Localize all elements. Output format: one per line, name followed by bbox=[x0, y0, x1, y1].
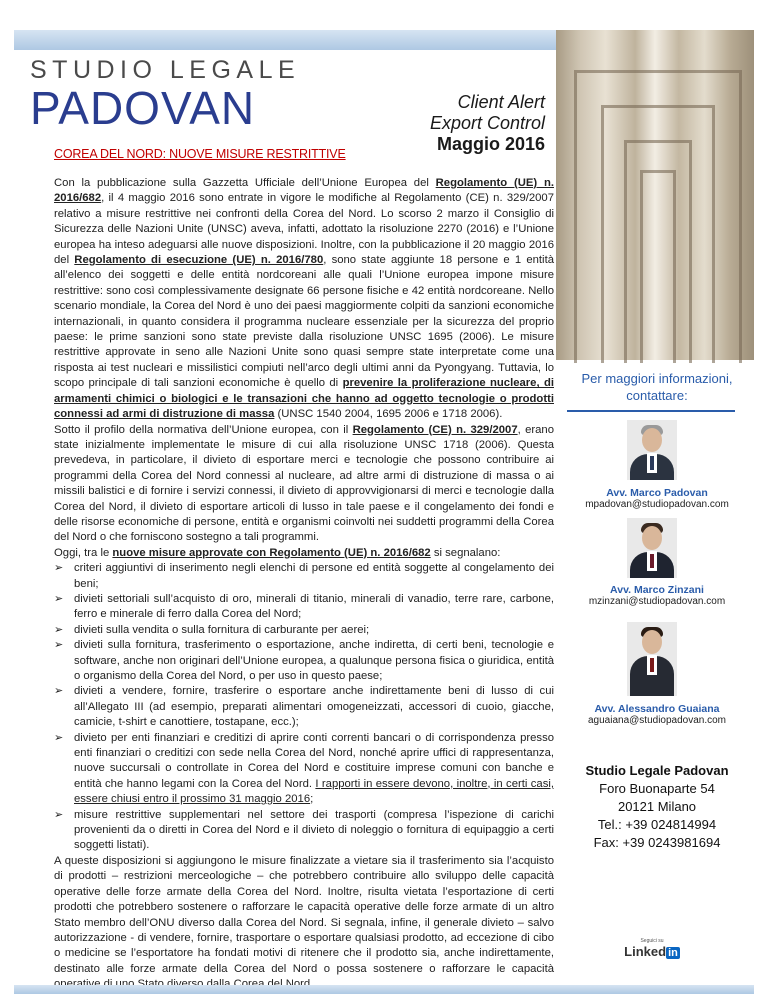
article-body bbox=[54, 176, 554, 993]
emphasis-proliferation: prevenire la proliferazione nucleare, di armamenti chimici o biologici e le transazioni che hanno ad oggetto tecnologie o prodotti connessi ad armi di distruzione di massa bbox=[54, 377, 554, 421]
address-street: Foro Buonaparte 54 bbox=[599, 781, 715, 796]
contact-email[interactable]: mpadovan@studiopadovan.com bbox=[585, 499, 729, 510]
regulation-link-329-2007[interactable]: Regolamento (CE) n. 329/2007 bbox=[352, 423, 518, 436]
alert-line-3: Maggio 2016 bbox=[436, 134, 545, 154]
list-item: ➢ divieti a vendere, fornire, trasferire o esportare anche indirettamente beni di lusso di cui all’Allegato III (ad esempio, preparati alimentari omogeneizzati, accessori di cuoio, giacche, camicie, t-shirt e canottiere, tostapane, ecc.); bbox=[54, 685, 554, 729]
studio-address-block bbox=[560, 762, 754, 852]
studio-logo bbox=[30, 56, 301, 134]
contact-name: Avv. Alessandro Guaiana bbox=[594, 703, 720, 715]
paragraph-4: A queste disposizioni si aggiungono le misure finalizzate a vietare sia il trasferimento sia l’acquisto di prodotti – restrizioni merceologiche – che potrebbero contribuire allo sviluppo delle capacità operative delle forze armate della Corea del Nord. Inoltre, risulta vietata l’esportazione di certi prodotti che potrebbero sostenere o rafforzare le capacità operative delle forze armate di un altro Stato membro dell’ONU diverso dalla Corea del Nord. Si segnala, infine, il generale divieto – salvo autorizzazione - di vendere, fornire, trasportare o esportare qualsiasi prodotto, ad eccezione di cibo o medicine se l’esportatore ha fondati motivi di ritenere che il prodotto sia, anche indirettamente, destinato alle forze armate della Corea del Nord o possa sostenere o rafforzare le capacità bbox=[54, 854, 554, 975]
contact-email[interactable]: mzinzani@studiopadovan.com bbox=[588, 596, 726, 607]
list-item: ➢ divieti sulla vendita o sulla fornitura di carburante per aerei; bbox=[54, 623, 554, 638]
address-city: 20121 Milano bbox=[617, 799, 697, 814]
avatar-marco-padovan bbox=[627, 420, 677, 480]
deadline-note: I rapporti in essere devono, inoltre, in certi casi, essere chiusi entro il prossimo 31 maggio 2016 bbox=[74, 777, 554, 806]
arrow-bullet-icon: ➢ bbox=[54, 592, 64, 605]
paragraph-1: Con la pubblicazione sulla Gazzetta Ufficiale dell’Unione Europea del Regolamento (UE) n. 2016/682, il 4 maggio 2016 sono entrate in vigore le modifiche al Regolamento (CE) n. 329/2007 relativo a misure restrittive nei confronti della Corea del Nord. Lo scorso 2 marzo il Consiglio di Sicurezza delle Nazioni Unite (UNSC) aveva, infatti, adottato la risoluzione 2270 (2016) e l’Unione europea ha inteso adeguarsi alle nuove disposizioni. Inoltre, con la pubblicazione il 20 maggio 2016 del Regolamento di esecuzione (UE) n. 2016/780, sono state aggiunte 18 persone e 1 entità all’elenco dei soggetti e delle entità nordcoreani alle quali l’Unione europea impone misure restrittive: sono così complessivamente designate 66 persone fisiche e 42 entità nordcoreane. Nello scenario mondiale, la Corea del Nord è uno dei paesi maggiormente colpiti da sanzioni economiche internazionali, in quanto considera il programma nucleare essenziale per la sicurezza del proprio paese: le prime sanzioni sono state previste dalla risoluzione UNSC 1695 (2006). Le misure restrittive approvate in seno alle Nazioni Unite sono quasi sempre state interpretate come una risposta ai test nucleari e missilistici compiuti nell’arco degli ultimi anni da Pyongyang. Tuttavia, lo scopo principale di tali sanzioni economiche è quello di prevenire la proliferazione nucleare, di armamenti chimici o biologici e le transazioni che hanno ad oggetto tecnologie o prodotti connessi ad armi di distruzione di massa (UNSC 1540 2004, 1695 2006 e 1718 2006). bbox=[54, 177, 554, 421]
logo-top-text: STUDIO LEGALE bbox=[30, 56, 301, 84]
list-item: ➢ divieti settoriali sull’acquisto di oro, minerali di titanio, minerali di vanadio, terre rare, carbone, ferro e minerale di ferro dalla Corea del Nord; bbox=[54, 592, 554, 621]
list-item: ➢ criteri aggiuntivi di inserimento negli elenchi di persone ed entità soggette al congelamento dei beni; bbox=[54, 562, 554, 590]
arrow-bullet-icon: ➢ bbox=[54, 731, 64, 744]
footer-bar bbox=[14, 985, 754, 994]
contact-divider bbox=[567, 410, 735, 412]
avatar-alessandro-guaiana bbox=[627, 622, 677, 696]
emphasis-new-measures: nuove misure approvate con Regolamento (UE) n. 2016/682 bbox=[112, 546, 431, 559]
alert-line-2: Export Control bbox=[429, 113, 545, 133]
arrow-bullet-icon: ➢ bbox=[54, 639, 64, 652]
list-item: ➢ misure restrittive supplementari nel settore dei trasporti (compresa l’ispezione di carichi provenienti da o diretti in Corea del Nord e il divieto di noleggio o fornitura di equipaggio a certi soggetti listati). bbox=[54, 808, 554, 852]
fax-number: Fax: +39 0243981694 bbox=[593, 835, 721, 850]
paragraph-3: Oggi, tra le nuove misure approvate con Regolamento (UE) n. 2016/682 si segnalano: bbox=[54, 546, 501, 559]
article-title: COREA DEL NORD: NUOVE MISURE RESTRITTIVE bbox=[54, 147, 346, 161]
contact-card bbox=[560, 703, 754, 726]
alert-line-1: Client Alert bbox=[457, 92, 545, 112]
studio-name: Studio Legale Padovan bbox=[585, 763, 729, 778]
arrow-bullet-icon: ➢ bbox=[54, 562, 64, 575]
phone-number: Tel.: +39 024814994 bbox=[597, 817, 717, 832]
contact-name: Avv. Marco Padovan bbox=[606, 487, 708, 499]
contact-email[interactable]: aguaiana@studiopadovan.com bbox=[587, 715, 727, 726]
contact-name: Avv. Marco Zinzani bbox=[610, 584, 704, 596]
linkedin-follow-button[interactable]: Seguici su Linked in bbox=[622, 938, 682, 959]
arrow-bullet-icon: ➢ bbox=[54, 685, 64, 698]
logo-main-text: PADOVAN bbox=[30, 82, 256, 134]
measures-list bbox=[54, 561, 554, 854]
corridor-painting-image bbox=[556, 30, 754, 360]
avatar-marco-zinzani bbox=[627, 518, 677, 578]
paragraph-2: Sotto il profilo della normativa dell’Unione europea, con il Regolamento (CE) n. 329/2007, erano state inizialmente implementate le misure di cui alla risoluzione UNSC 1718 (2006). Questa prevedeva, in particolare, il divieto di esportare merci e tecnologie che possono contribuire ai programmi della Corea del Nord connessi al nucleare, ad altre armi di distruzione di massa o ai missili balistici e di fornire i servizi connessi, il divieto di approvvigionarsi di merci e tecnologie dalla Corea del Nord, il divieto di esportare articoli di lusso in tale paese e il congelamento dei fondi e delle risorse economiche di persone, entità e organismi coinvolti nei suddetti programmi della Corea del Nord o che forniscono sostegno a tali programmi. bbox=[54, 423, 554, 544]
regulation-link-2016-682[interactable]: Regolamento (UE) n. 2016/682 bbox=[54, 177, 554, 205]
list-item: ➢ divieto per enti finanziari e creditizi di aprire conti correnti bancari o di corrispondenza presso enti finanziari o creditizi con sede nella Corea del Nord, nonché aprire uffici di rappresentanza, nuove succursali o controllate in Corea del Nord e costituire imprese comuni con banche e entità che hanno legami con la Corea del Nord. I rapporti in essere devono, inoltre, in certi casi, essere chiusi entro il prossimo 31 maggio 2016; bbox=[54, 731, 554, 806]
arrow-bullet-icon: ➢ bbox=[54, 623, 64, 636]
contact-card bbox=[560, 487, 754, 510]
list-item: ➢ divieti sulla fornitura, trasferimento o esportazione, anche indiretta, di certi beni, tecnologie e software, anche non originari dell’Unione europea, a qualunque persona fisica o giuridica, entità o organismo della Corea del Nord, o per uso in questo paese; bbox=[54, 639, 554, 682]
regulation-link-2016-780[interactable]: Regolamento di esecuzione (UE) n. 2016/780 bbox=[74, 254, 324, 267]
linkedin-icon: Linked in bbox=[624, 944, 678, 959]
contact-heading: Per maggiori informazioni, contattare: bbox=[581, 371, 733, 403]
contact-card bbox=[560, 584, 754, 607]
client-alert-heading bbox=[385, 92, 545, 155]
arrow-bullet-icon: ➢ bbox=[54, 808, 64, 821]
